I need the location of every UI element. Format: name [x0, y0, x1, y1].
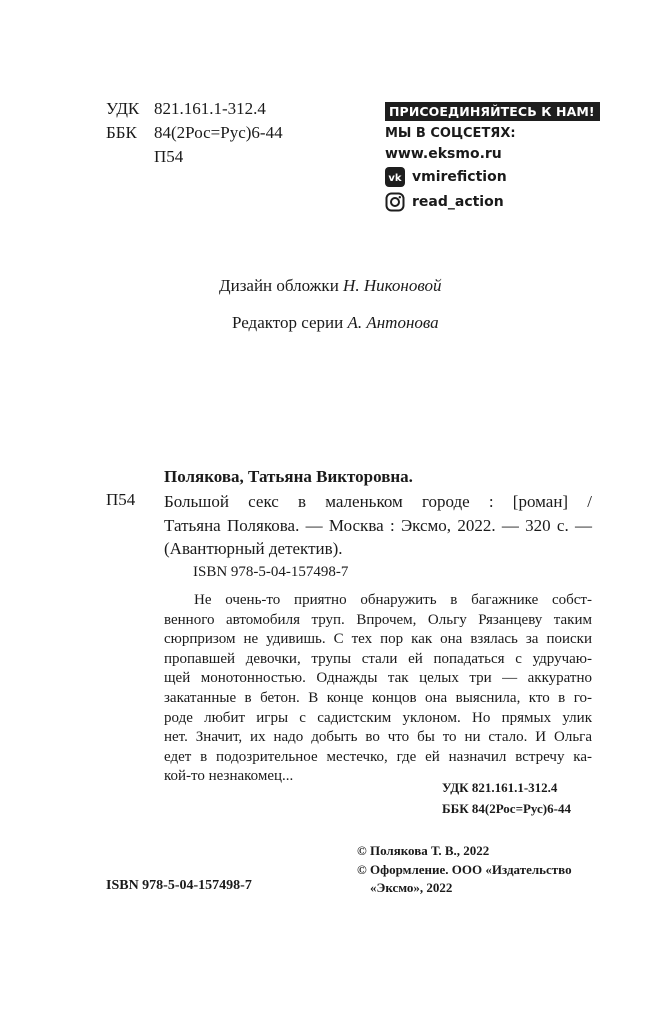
annotation-line: нет. Значит, их надо добыть во что бы то ни стало. И Ольга: [164, 729, 592, 746]
annotation-line: щей монотонностью. Однажды так целых три — аккуратно: [164, 670, 592, 687]
annotation-line: роде любит игры с садистским уклоном. Но прямых улик: [164, 709, 592, 726]
instagram-handle: read_action: [412, 194, 504, 210]
record-title-line: Татьяна Полякова. — Москва : Эксмо, 2022. — 320 с. —: [164, 515, 592, 535]
copyright-block: [357, 842, 572, 898]
isbn-bottom: ISBN 978-5-04-157498-7: [106, 878, 252, 893]
svg-text:vk: vk: [388, 173, 402, 184]
bbk-value: 84(2Рос=Рус)6-44: [154, 123, 283, 142]
series-editor-label: Редактор серии: [232, 313, 344, 332]
annotation-line: едет в подозрительное местечко, где ей назначил встречу ка-: [164, 748, 592, 765]
series-editor-name: А. Антонова: [347, 313, 439, 332]
record-title-line: (Авантюрный детектив).: [164, 539, 343, 558]
social-block: [385, 101, 600, 212]
record-title: [164, 490, 592, 561]
udk-row: [106, 97, 283, 121]
cover-design-credit: [219, 276, 442, 296]
annotation-line: закатанные в бетон. В конце концов она выяснила, кто в го-: [164, 689, 592, 706]
bbk-label: ББК: [106, 123, 137, 142]
record-codes: [442, 777, 571, 819]
copyright-author: © Полякова Т. В., 2022: [357, 843, 490, 858]
annotation-line: венного автомобиля труп. Впрочем, Ольгу Рязанцеву таким: [164, 611, 592, 628]
annotation-line: кой-то незнакомец...: [164, 768, 294, 785]
author-mark: П54: [154, 147, 184, 166]
annotation-line: сюрпризом не удивишь. С тех пор как она взялась за поиски: [164, 631, 592, 648]
join-us-banner: ПРИСОЕДИНЯЙТЕСЬ К НАМ!: [385, 102, 600, 121]
instagram-icon: [385, 192, 405, 212]
instagram-link[interactable]: [385, 192, 600, 212]
copyright-design: © Оформление. ООО «Издательство: [357, 861, 572, 877]
annotation-line: пропавшей девочки, трупы стали ей попадаться с удручаю-: [164, 650, 592, 667]
copyright-publisher: «Эксмо», 2022: [370, 880, 453, 895]
record-author-mark: П54: [106, 490, 136, 509]
author-mark-row: [106, 145, 283, 169]
annotation-line: Не очень-то приятно обнаружить в багажнике собст-: [194, 592, 592, 608]
social-subtitle: МЫ В СОЦСЕТЯХ:: [385, 126, 516, 141]
bbk-row: [106, 121, 283, 145]
classification-codes: [106, 97, 283, 169]
vk-icon: [385, 167, 405, 187]
record-isbn: ISBN 978-5-04-157498-7: [193, 564, 349, 580]
record-author: Полякова, Татьяна Викторовна.: [164, 467, 413, 486]
cover-designer-name: Н. Никоновой: [343, 276, 442, 295]
website-link[interactable]: www.eksmo.ru: [385, 146, 502, 162]
udk-label: УДК: [106, 99, 140, 118]
vk-link[interactable]: [385, 167, 600, 187]
annotation: [164, 591, 592, 787]
vk-handle: vmirefiction: [412, 169, 507, 185]
record-udk: УДК 821.161.1-312.4: [442, 780, 558, 795]
series-editor-credit: [232, 313, 439, 333]
record-title-line: Большой секс в маленьком городе : [роман] /: [164, 492, 592, 511]
record-bbk: ББК 84(2Рос=Рус)6-44: [442, 801, 571, 816]
udk-value: 821.161.1-312.4: [154, 99, 266, 118]
cover-design-label: Дизайн обложки: [219, 276, 339, 295]
